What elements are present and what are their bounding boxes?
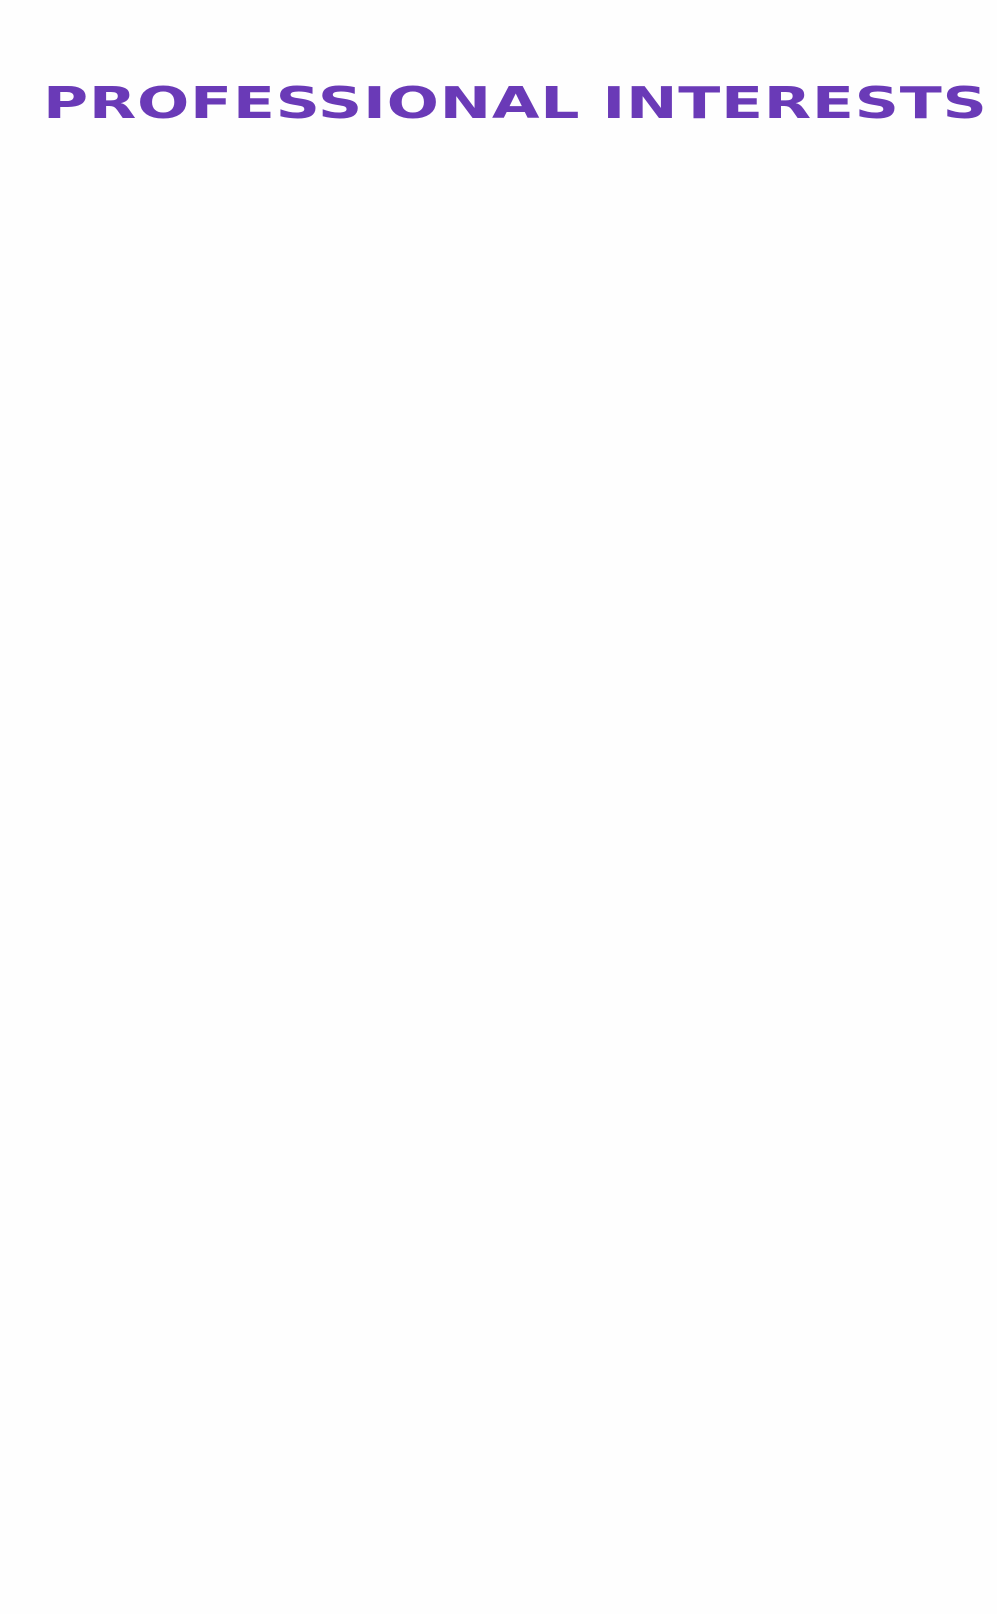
section-title: PROFESSIONAL INTERESTS [43, 78, 988, 129]
content-area [43, 170, 954, 1570]
